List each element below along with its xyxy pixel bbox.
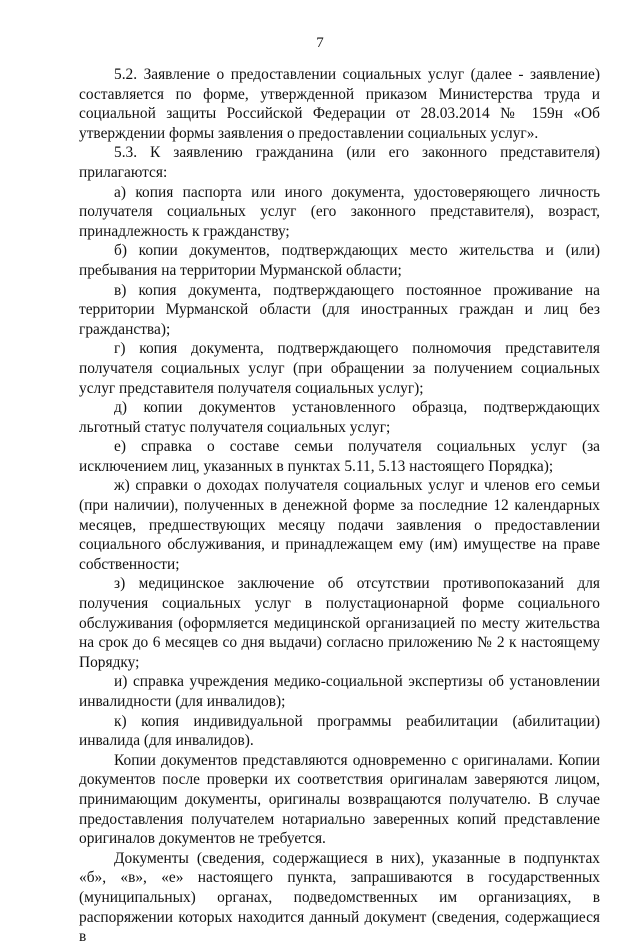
list-item-d: д) копии документов установленного образца, подтверждающих льготный статус получателя социальных услуг; xyxy=(79,399,600,436)
list-item-v: в) копия документа, подтверждающего постоянное проживание на территории Мурманской области (для иностранных граждан и лиц без гражданства); xyxy=(79,281,600,338)
paragraph-copies: Копии документов представляются одновременно с оригиналами. Копии документов после проверки их соответствия оригиналам заверяются лицом, принимающим документы, оригиналы возвращаются получателю. В случае предоставления получателем нотариально заверенных копий представление оригиналов документов не требуется. xyxy=(79,751,600,848)
list-item-z: з) медицинское заключение об отсутствии противопоказаний для получения социальных услуг в полустационарной форме социального обслуживания (оформляется медицинской организацией по месту жительства на срок до 6 месяцев со дня выдачи) согласно приложению № 2 к настоящему Порядку; xyxy=(79,575,600,671)
list-item-zh: ж) справки о доходах получателя социальных услуг и членов его семьи (при наличии), полученных в денежной форме за последние 12 календарных месяцев, предшествующих месяцу подачи заявления о предоставлении социального обслуживания, и принадлежащем ему (им) имуществе на праве собственности; xyxy=(79,477,600,573)
list-item-a: а) копия паспорта или иного документа, удостоверяющего личность получателя социальных услуг (его законного представителя), возраст, принадлежность к гражданству; xyxy=(79,183,600,240)
page-number: 7 xyxy=(316,35,324,51)
list-item-b: б) копии документов, подтверждающих место жительства и (или) пребывания на территории Мурманской области; xyxy=(79,242,600,279)
list-item-k: к) копия индивидуальной программы реабилитации (абилитации) инвалида (для инвалидов). xyxy=(79,712,600,750)
paragraph-5-2: 5.2. Заявление о предоставлении социальных услуг (далее - заявление) составляется по форме, утвержденной приказом Министерства труда и социальной защиты Российской Федерации от 28.03.2014 № 159н «Об утверждении формы заявления о предоставлении социальных услуг». xyxy=(79,66,600,142)
list-item-g: г) копия документа, подтверждающего полномочия представителя получателя социальных услуг (при обращении за получением социальных услуг представителя получателя социальных услуг); xyxy=(79,340,600,397)
list-item-e: е) справка о составе семьи получателя социальных услуг (за исключением лиц, указанных в пунктах 5.11, 5.13 настоящего Порядка); xyxy=(79,438,600,475)
list-item-i: и) справка учреждения медико-социальной экспертизы об установлении инвалидности (для инвалидов); xyxy=(79,673,600,710)
paragraph-documents-requested: Документы (сведения, содержащиеся в них), указанные в подпунктах «б», «в», «е» настоящего пункта, запрашиваются в государственных (муниципальных) органах, подведомственных им организациях, в распоряжении которых находится данный документ (сведения, содержащиеся в xyxy=(79,849,600,946)
document-body xyxy=(79,65,600,947)
paragraph-5-3: 5.3. К заявлению гражданина (или его законного представителя) прилагаются: xyxy=(79,144,600,181)
